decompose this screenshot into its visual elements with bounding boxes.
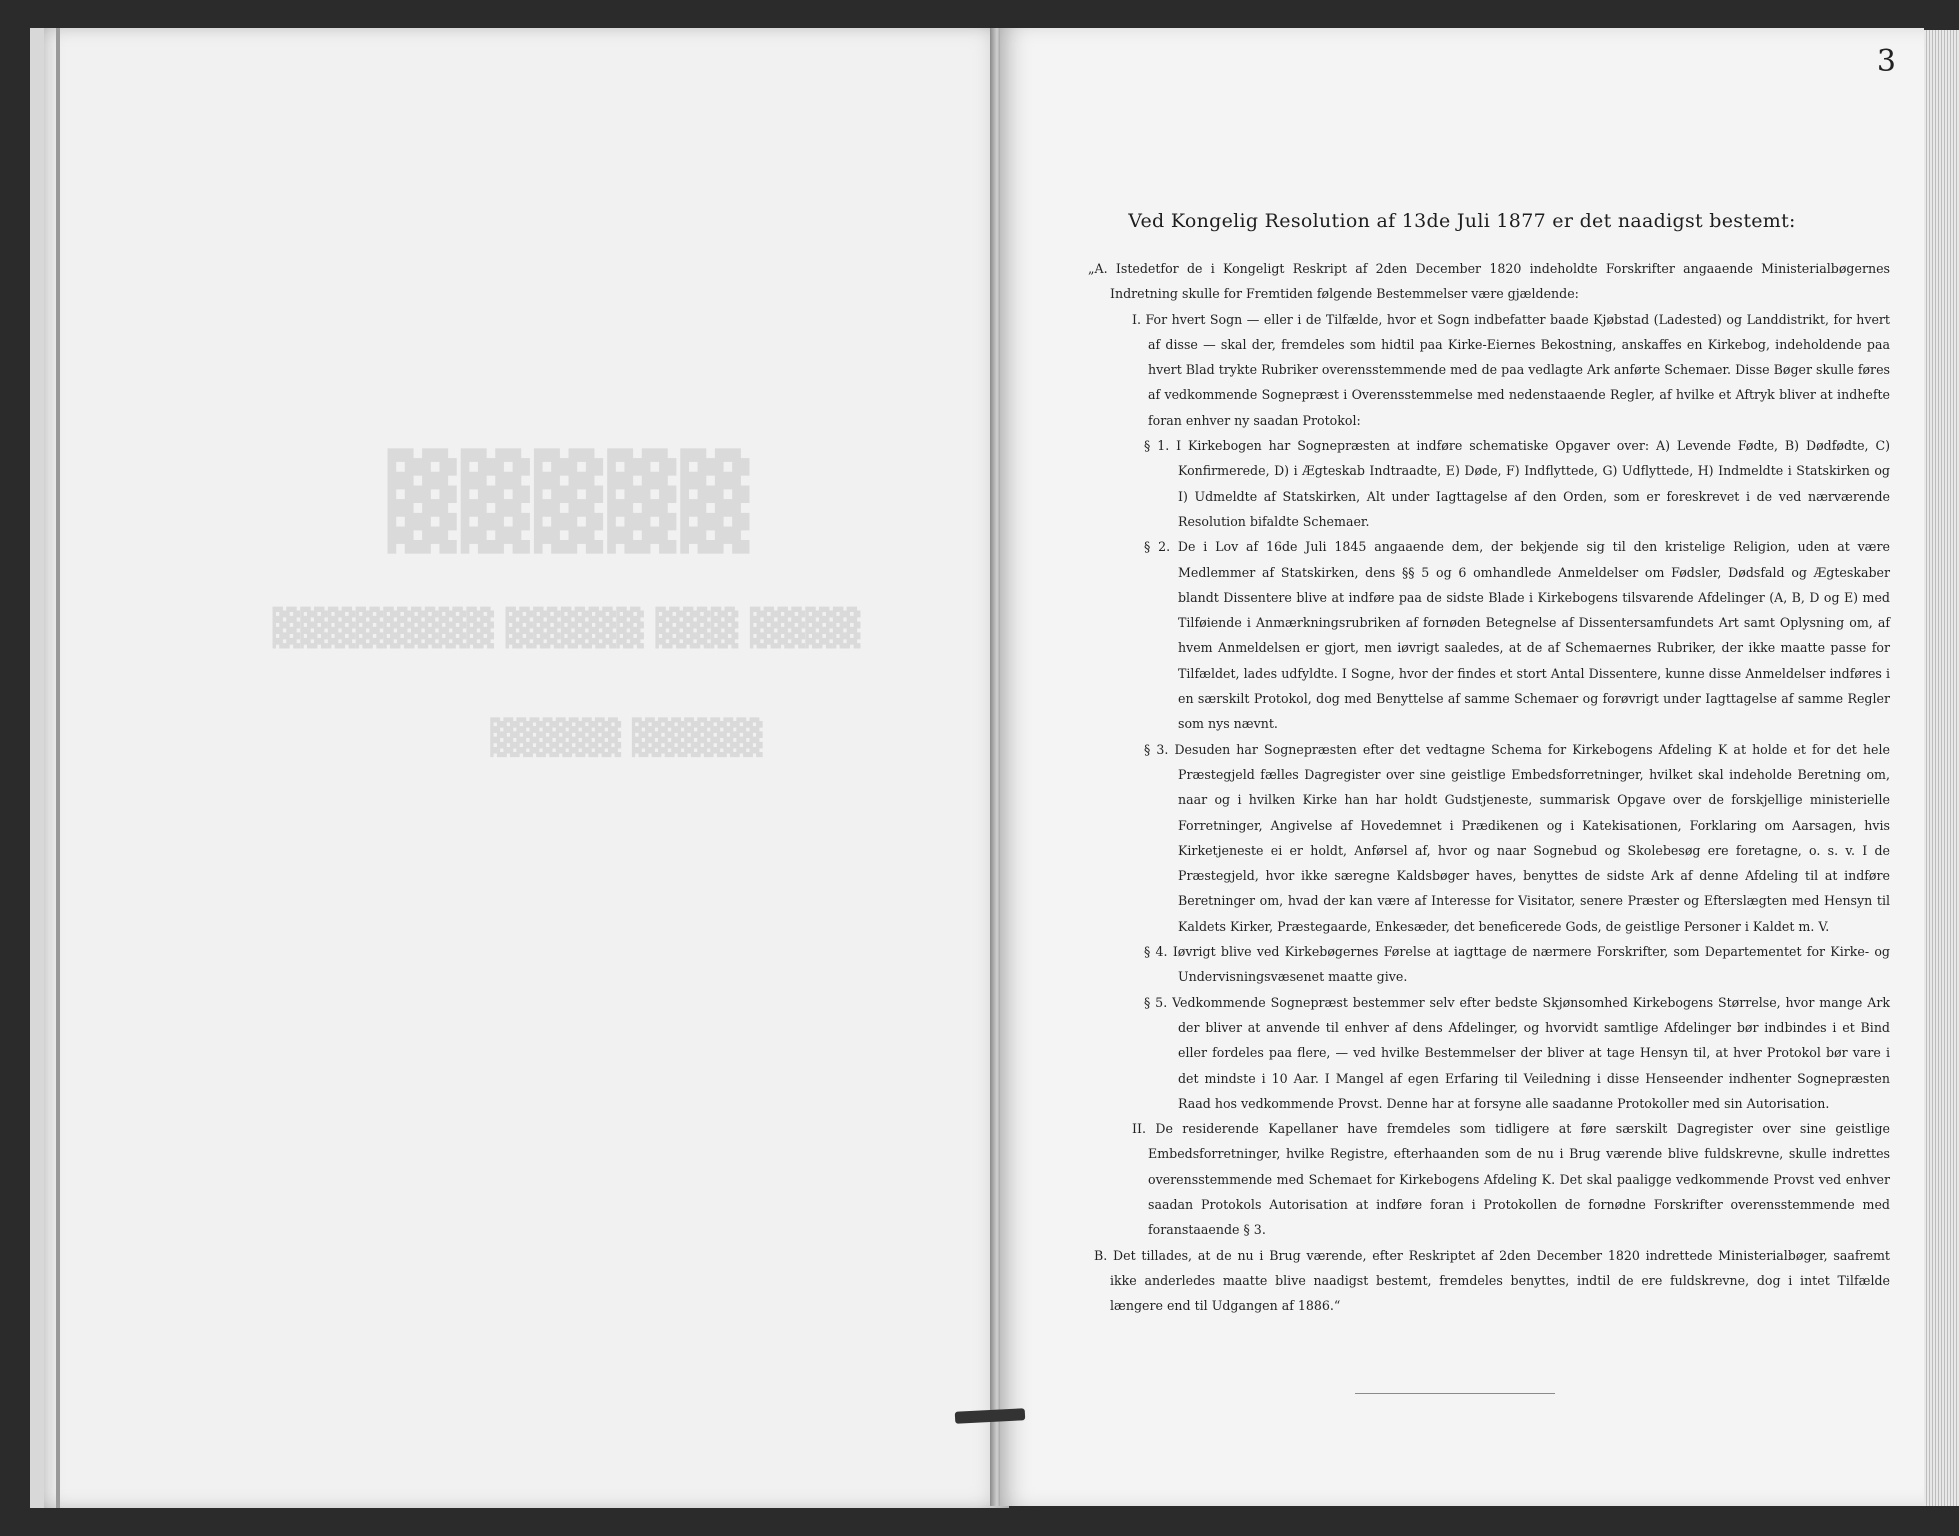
section-2: § 2. De i Lov af 16de Juli 1845 angaaende dem, der bekjende sig til den kristelige Religion, uden at være Medlemmer af Statskirken, dens §§ 5 og 6 omhandlede Anmeldelser om Fødsler, Dødsfald og Ægteskaber blandt Dissentere blive at indføre paa de sidste Blade i Kirkebogens tilsvarende Afdelinger (A, B, D og E) med Tilføiende i Anmærkningsrubriken af fornøden Betegnelse af Dissentersamfundets Art samt Oplysning om, af hvem Anmeldelsen er gjort, men iøvrigt saaledes, at de af Schemaernes Rubriker, der ikke maatte passe for Tilfældet, lades udfyldte. I Sogne, hvor der findes et stort Antal Dissentere, kunne disse Anmeldelser indføres i en særskilt Protokol, dog med Benyttelse af samme Schemaer og forøvrigt under Iagttagelse af samme Regler som nys nævnt. <box>1144 539 1890 732</box>
left-page <box>30 28 1009 1508</box>
paragraph-b: B. Det tillades, at de nu i Brug værende, efter Reskriptet af 2den December 1820 indrettede Ministerialbøger, saafremt ikke anderledes maatte blive naadigst bestemt, fremdeles benyttes, indtil de ere fuldskrevne, dog i intet Tilfælde længere end til Udgangen af 1886.“ <box>1094 1247 1890 1314</box>
page-heading: Ved Kongelig Resolution af 13de Juli 1877 er det naadigst bestemt: <box>1128 210 1796 232</box>
bleed-through-title: ▓▓▓▓▓ <box>383 448 750 554</box>
paragraph-ii: II. De residerende Kapellaner have fremdeles som tidligere at føre særskilt Dagregister over sine geistlige Embedsforretninger, hvilke Registre, efterhaanden som de nu i Brug værende blive fuldskrevne, skulle indrettes overensstemmende med Schemaet for Kirkebogens Afdeling K. Det skal paaligge vedkommende Provst ved enhver saadan Protokols Autorisation at indføre foran i Protokollen de fornødne Forskrifter overensstemmende med foranstaaende § 3. <box>1132 1121 1890 1238</box>
bleed-through-line: ▓▓▓▓ ▓▓▓ ▓▓▓▓▓ ▓▓▓▓▓▓▓▓ <box>272 608 861 649</box>
paragraph-i: I. For hvert Sogn — eller i de Tilfælde, hvor et Sogn indbefatter baade Kjøbstad (Ladested) og Landdistrikt, for hvert af disse — skal der, fremdeles som hidtil paa Kirke-Eiernes Bekostning, anskaffes en Kirkebog, indeholdende paa hvert Blad trykte Rubriker overensstemmende med de paa vedlagte Ark anførte Schemaer. Disse Bøger skulle føres af vedkommende Sognepræst i Overensstemmelse med nedenstaaende Regler, af hvilke et Aftryk bliver at indhefte foran enhver ny saadan Protokol: <box>1132 311 1890 428</box>
section-1: § 1. I Kirkebogen har Sognepræsten at indføre schematiske Opgaver over: A) Levende Fødte, B) Dødfødte, C) Konfirmerede, D) i Ægteskab Indtraadte, E) Døde, F) Indflyttede, G) Udflyttede, H) Indmeldte i Statskirken og I) Udmeldte af Statskirken, Alt under Iagttagelse af den Orden, som er foreskrevet i de ved nærværende Resolution bifaldte Schemaer. <box>1144 438 1890 529</box>
closing-rule <box>1355 1393 1555 1394</box>
page-number: 3 <box>1876 44 1896 79</box>
section-3: § 3. Desuden har Sognepræsten efter det vedtagne Schema for Kirkebogens Afdeling K at holde et for det hele Præstegjeld fælles Dagregister over sine geistlige Embedsforretninger, hvilket skal indeholde Beretning om, naar og i hvilken Kirke han har holdt Gudstjeneste, summarisk Opgave over de forskjellige ministerielle Forretninger, Angivelse af Hovedemnet i Prædikenen og i Katekisationen, Forklaring om Aarsagen, hvis Kirketjeneste ei er holdt, Anførsel af, hvor og naar Sognebud og Skolebesøg ere foretagne, o. s. v. I de Præstegjeld, hvor ikke særegne Kaldsbøger haves, benyttes de sidste Ark af denne Afdeling til at indføre Beretninger om, hvad der kan være af Interesse for Visitator, senere Præster og Efterslægten med Hensyn til Kaldets Kirker, Præstegaarde, Enkesæder, det beneficerede Gods, de geistlige Personer i Kaldet m. V. <box>1144 741 1890 934</box>
bleed-through-line: ▓▓▓▓▓ ▓▓▓▓▓ <box>490 718 763 758</box>
page-stack-edge <box>1924 30 1959 1506</box>
section-5: § 5. Vedkommende Sognepræst bestemmer selv efter bedste Skjønsomhed Kirkebogens Størrelse, hvor mange Ark der bliver at anvende til enhver af dens Afdelinger, og hvorvidt samtlige Afdelinger bør indbindes i et Bind eller fordeles paa flere, — ved hvilke Bestemmelser der bliver at tage Hensyn til, at hver Protokol bør vare i det mindste i 10 Aar. I Mangel af egen Erfaring til Veiledning i disse Henseender indhenter Sognepræsten Raad hos vedkommende Provst. Denne har at forsyne alle saadanne Protokoller med sin Autorisation. <box>1144 994 1890 1111</box>
paragraph-a: „A. Istedetfor de i Kongeligt Reskript af 2den December 1820 indeholdte Forskrifter angaaende Ministerialbøgernes Indretning skulle for Fremtiden følgende Bestemmelser være gjældende: <box>1088 261 1890 302</box>
section-4: § 4. Iøvrigt blive ved Kirkebøgernes Førelse at iagttage de nærmere Forskrifter, som Departementet for Kirke- og Undervisningsvæsenet maatte give. <box>1144 944 1890 985</box>
left-page-edge <box>56 28 60 1508</box>
resolution-text <box>1080 256 1890 1318</box>
right-page <box>1000 28 1924 1506</box>
